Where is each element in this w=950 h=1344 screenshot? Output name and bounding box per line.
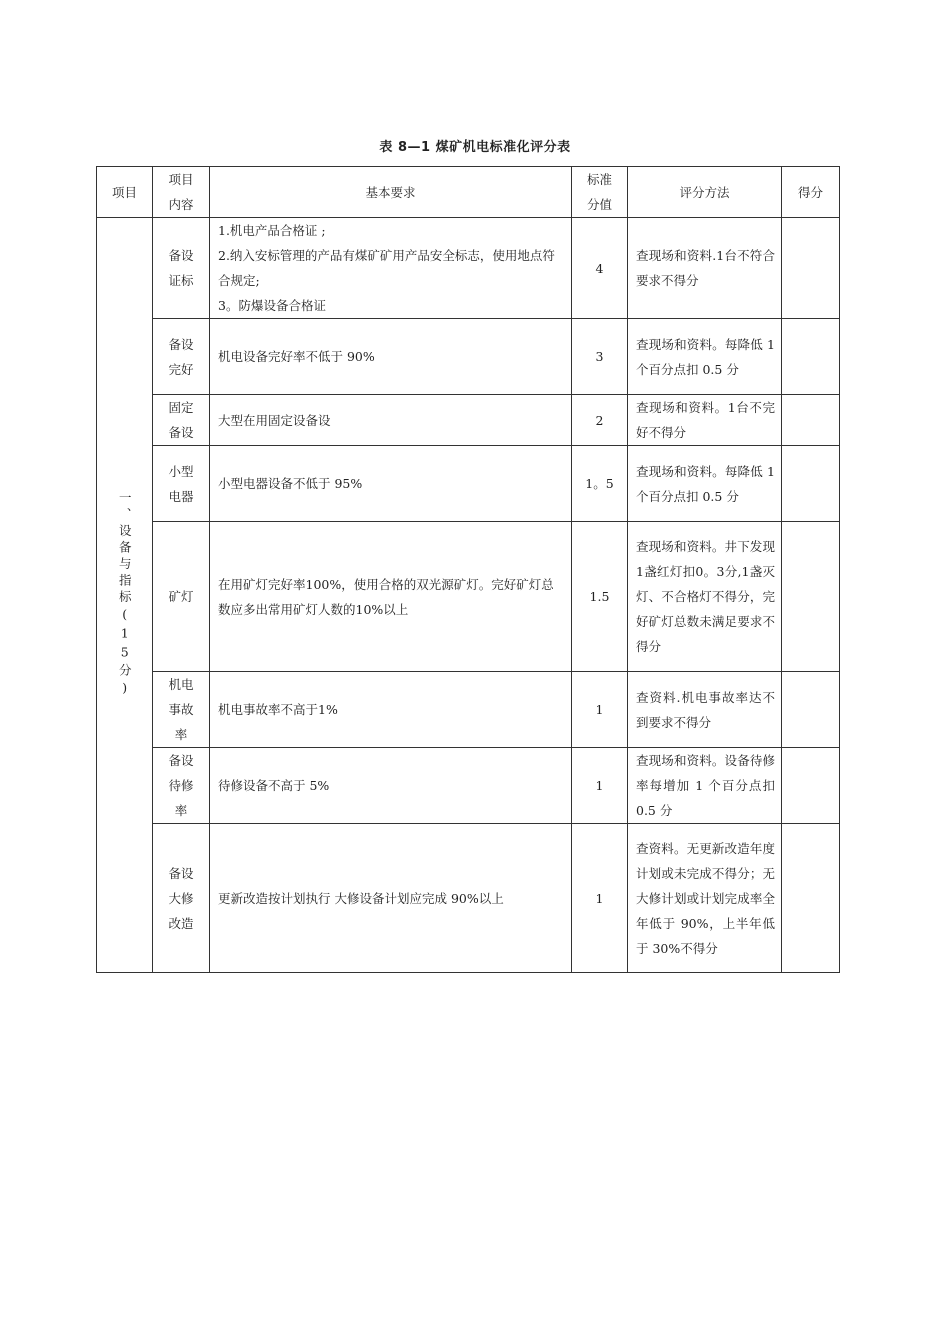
row-method: 查现场和资料。设备待修率每增加 1 个百分点扣 0.5 分 xyxy=(628,748,782,824)
category-label: 一、设备与指标(15分) xyxy=(117,491,133,699)
row-method: 查现场和资料.1台不符合要求不得分 xyxy=(628,218,782,319)
table-row xyxy=(97,672,840,748)
header-requirement: 基本要求 xyxy=(210,167,572,218)
row-method: 查资料.机电事故率达不到要求不得分 xyxy=(628,672,782,748)
table-row xyxy=(97,446,840,522)
table-row xyxy=(97,748,840,824)
header-method: 评分方法 xyxy=(628,167,782,218)
row-result[interactable] xyxy=(782,319,840,395)
header-content: 项目 内容 xyxy=(153,167,210,218)
category-cell xyxy=(97,218,153,973)
row-result[interactable] xyxy=(782,218,840,319)
row-score: 1 xyxy=(572,672,628,748)
row-content: 备设 完好 xyxy=(153,319,210,395)
row-result[interactable] xyxy=(782,446,840,522)
row-requirement: 机电设备完好率不低于 90% xyxy=(210,319,572,395)
row-content: 固定 备设 xyxy=(153,395,210,446)
row-result[interactable] xyxy=(782,395,840,446)
row-result[interactable] xyxy=(782,672,840,748)
row-requirement: 待修设备不高于 5% xyxy=(210,748,572,824)
table-row xyxy=(97,824,840,973)
row-result[interactable] xyxy=(782,824,840,973)
row-requirement: 更新改造按计划执行 大修设备计划应完成 90%以上 xyxy=(210,824,572,973)
row-requirement: 大型在用固定设备设 xyxy=(210,395,572,446)
row-method: 查现场和资料。井下发现1盏红灯扣0。3分,1盏灭灯、不合格灯不得分，完好矿灯总数未满足要求不得分 xyxy=(628,522,782,672)
header-result: 得分 xyxy=(782,167,840,218)
row-content: 备设 证标 xyxy=(153,218,210,319)
row-score: 1 xyxy=(572,748,628,824)
row-requirement: 机电事故率不高于1% xyxy=(210,672,572,748)
row-method: 查现场和资料。每降低 1 个百分点扣 0.5 分 xyxy=(628,319,782,395)
row-content: 矿灯 xyxy=(153,522,210,672)
row-content: 机电 事故 率 xyxy=(153,672,210,748)
table-row xyxy=(97,319,840,395)
row-score: 1 xyxy=(572,824,628,973)
row-requirement: 在用矿灯完好率100%，使用合格的双光源矿灯。完好矿灯总数应多出常用矿灯人数的10%以上 xyxy=(210,522,572,672)
row-requirement: 1.机电产品合格证 ; 2.纳入安标管理的产品有煤矿矿用产品安全标志，使用地点符合规定; 3。防爆设备合格证 xyxy=(210,218,572,319)
table-row xyxy=(97,395,840,446)
row-score: 1。5 xyxy=(572,446,628,522)
row-method: 查资料。无更新改造年度计划或未完成不得分；无大修计划或计划完成率全年低于 90%，上半年低于 30%不得分 xyxy=(628,824,782,973)
row-score: 4 xyxy=(572,218,628,319)
table-row xyxy=(97,218,840,319)
row-score: 1.5 xyxy=(572,522,628,672)
score-table xyxy=(96,166,840,973)
row-requirement: 小型电器设备不低于 95% xyxy=(210,446,572,522)
table-header-row xyxy=(97,167,840,218)
page-title: 表 8—1 煤矿机电标准化评分表 xyxy=(379,140,571,155)
row-score: 3 xyxy=(572,319,628,395)
row-method: 查现场和资料。1台不完好不得分 xyxy=(628,395,782,446)
row-result[interactable] xyxy=(782,522,840,672)
row-content: 备设 大修 改造 xyxy=(153,824,210,973)
header-score: 标准 分值 xyxy=(572,167,628,218)
row-result[interactable] xyxy=(782,748,840,824)
table-row xyxy=(97,522,840,672)
header-item: 项目 xyxy=(97,167,153,218)
row-content: 备设 待修 率 xyxy=(153,748,210,824)
row-score: 2 xyxy=(572,395,628,446)
row-method: 查现场和资料。每降低 1 个百分点扣 0.5 分 xyxy=(628,446,782,522)
row-content: 小型 电器 xyxy=(153,446,210,522)
